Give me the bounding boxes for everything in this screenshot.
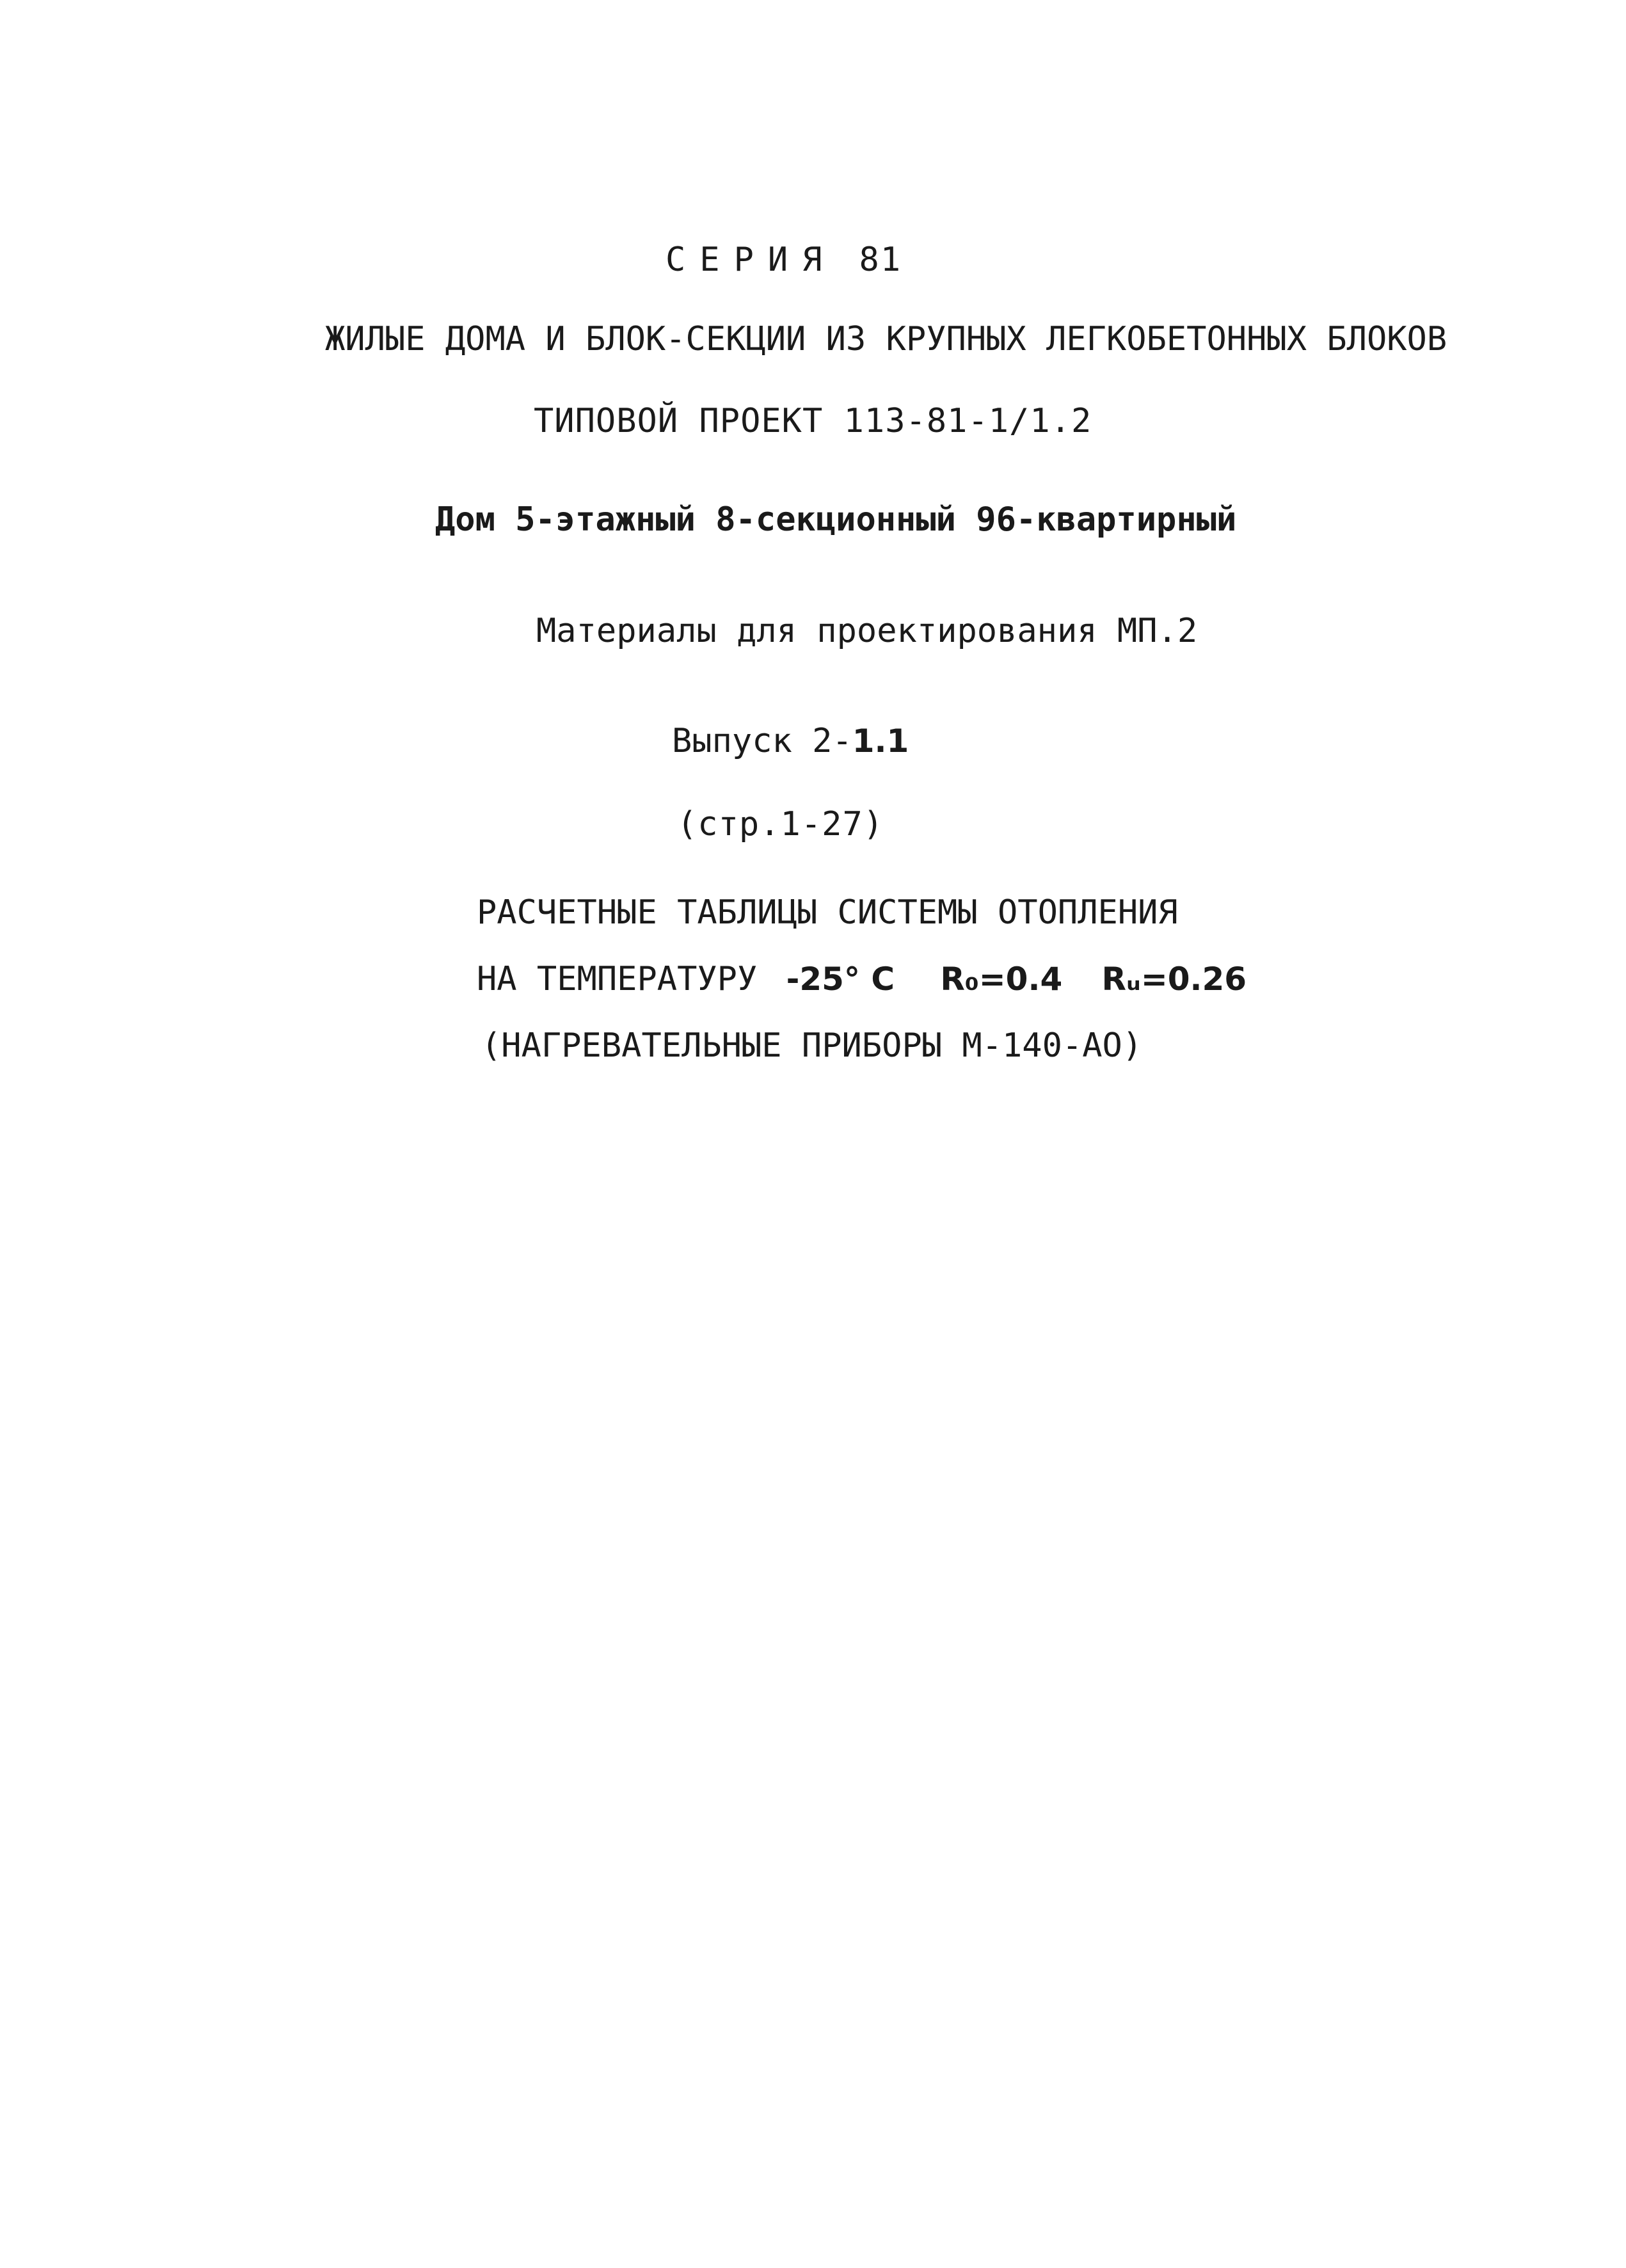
- ru-value: Rᵤ=0.26: [1101, 961, 1247, 998]
- series-heading: [666, 241, 902, 279]
- subject-line-1: РАСЧЕТНЫЕ ТАБЛИЦЫ СИСТЕМЫ ОТОПЛЕНИЯ: [477, 893, 1178, 932]
- series-title: ЖИЛЫЕ ДОМА И БЛОК-СЕКЦИИ ИЗ КРУПНЫХ ЛЕГКОБЕТОННЫХ БЛОКОВ: [325, 320, 1447, 358]
- project-number: ТИПОВОЙ ПРОЕКТ 113-81-1/1.2: [534, 402, 1092, 440]
- r0-value: R₀=0.4: [940, 961, 1063, 998]
- house-description: Дом 5-этажный 8-секционный 96-квартирный: [435, 500, 1237, 539]
- issue-number: 1.1: [852, 723, 909, 760]
- subject-line-3: (НАГРЕВАТЕЛЬНЫЕ ПРИБОРЫ М-140-АО): [481, 1026, 1143, 1065]
- temperature-value: -25° С: [786, 961, 895, 998]
- materials-title: Материалы для проектирования МП.2: [536, 612, 1198, 650]
- issue-label: Выпуск 2-: [672, 722, 852, 760]
- series-label: СЕРИЯ: [666, 241, 836, 279]
- series-number: 81: [859, 241, 902, 279]
- page-range: (стр.1-27): [677, 805, 884, 843]
- subject-line-2-prefix: НА ТЕМПЕРАТУРУ: [477, 960, 758, 998]
- issue-line: [672, 724, 909, 758]
- subject-line-2: [477, 962, 1247, 996]
